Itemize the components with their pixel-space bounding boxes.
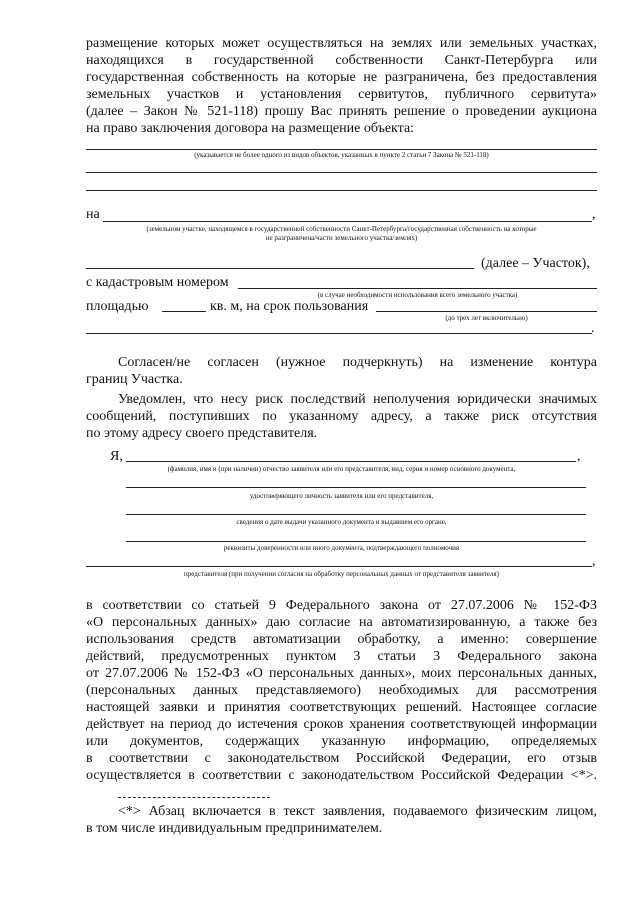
pd-line-9: или документов, содержащих указанную информацию, определяемых: [86, 734, 597, 749]
land-hint-2: не разграничена/части земельного участка/землях): [265, 234, 418, 242]
label-area: площадью: [86, 299, 149, 314]
object-field-line-2[interactable]: [86, 172, 597, 173]
intro-line-5: (далее – Закон № 521-118) прошу Вас принять решение о проведении аукциона: [86, 104, 597, 119]
pd-line-2: «О персональных данных» даю согласие на автоматизированную, а также без: [86, 615, 597, 630]
area-field[interactable]: [162, 311, 206, 312]
consent-line-2: границ Участка.: [86, 372, 183, 387]
applicant-field-5[interactable]: [86, 566, 592, 567]
object-hint: (указывается не более одного из видов объектов, указанных в пункте 2 статьи 7 Закона № 521-118): [194, 151, 489, 159]
cadastral-hint: (в случае необходимости использования всего земельного участка): [317, 291, 518, 299]
applicant-field-4[interactable]: [126, 541, 586, 542]
cadastral-field[interactable]: [238, 288, 597, 289]
applicant-hint-2: удостоверяющего личность заявителя или его представителя,: [249, 492, 434, 500]
pd-line-8: действует на период до истечения сроков хранения соответствующей информации: [86, 717, 597, 732]
land-field[interactable]: [103, 221, 592, 222]
intro-line-4: земельных участков и установления сервитутов, публичного сервитута»: [86, 87, 597, 102]
term-hint: (до трех лет включительно): [445, 314, 528, 322]
label-ya: Я,: [110, 449, 123, 464]
term-field-line-2[interactable]: [86, 333, 592, 334]
label-on: на: [86, 207, 100, 222]
term-field[interactable]: [376, 311, 597, 312]
period: .: [591, 321, 595, 336]
label-uchastok: (далее – Участок),: [481, 256, 590, 271]
pd-line-1: в соответствии со статьей 9 Федерального закона от 27.07.2006 № 152-ФЗ: [86, 598, 597, 613]
applicant-field-3[interactable]: [126, 514, 586, 515]
object-field-line-3[interactable]: [86, 190, 597, 191]
land-field-line-2[interactable]: [86, 268, 474, 269]
notified-line-2: сообщений, поступивших по указанному адресу, а также риск отсутствия: [86, 409, 597, 424]
intro-line-6: на право заключения договора на размещение объекта:: [86, 121, 415, 136]
applicant-field-2[interactable]: [126, 487, 586, 488]
land-hint-1: (земельном участке, находящемся в государственной собственности Санкт-Петербурга/государственная собственность на которые: [146, 225, 537, 233]
applicant-hint-1: (фамилия, имя и (при наличии) отчество заявителя или его представителя, вид, серия и номер основного документа,: [167, 465, 516, 473]
comma: ,: [592, 207, 596, 222]
object-field[interactable]: [86, 149, 597, 150]
pd-line-10: в соответствии с законодательством Российской Федерации, его отзыв: [86, 751, 597, 766]
pd-line-3: использования средств автоматизации обработку, а именно: совершение: [86, 632, 597, 647]
pd-line-6: (персональных данных представляемого) необходимых для рассмотрения: [86, 683, 597, 698]
label-cadastral: с кадастровым номером: [86, 275, 229, 290]
intro-line-3: государственная собственность на которые не разграничена, без предоставления: [86, 70, 597, 85]
pd-line-7: настоящей заявки и принятия соответствующих решений. Настоящее согласие: [86, 700, 597, 715]
footnote-separator: [118, 797, 270, 798]
pd-line-5: от 27.07.2006 № 152-ФЗ «О персональных данных», моих персональных данных,: [86, 666, 597, 681]
comma-3: ,: [592, 554, 596, 569]
footnote-line-1: <*> Абзац включается в текст заявления, подаваемого физическим лицом,: [118, 804, 597, 819]
label-term: кв. м, на срок пользования: [210, 299, 369, 314]
applicant-hint-3: сведения о дате выдачи указанного документа и выдавшем его органе,: [236, 518, 447, 526]
notified-line-1: Уведомлен, что несу риск последствий неполучения юридически значимых: [118, 392, 597, 407]
consent-line-1: Согласен/не согласен (нужное подчеркнуть) на изменение контура: [118, 355, 597, 370]
notified-line-3: по этому адресу своего представителя.: [86, 426, 318, 441]
intro-line-1: размещение которых может осуществляться на землях или земельных участках,: [86, 36, 597, 51]
applicant-field-1[interactable]: [126, 461, 576, 462]
pd-line-4: действий, предусмотренных пунктом 3 статьи 3 Федерального закона: [86, 649, 597, 664]
applicant-hint-4: реквизиты доверенности или иного документа, подтверждающего полномочия: [223, 544, 460, 552]
footnote-line-2: в том числе индивидуальным предпринимателем.: [86, 821, 383, 836]
intro-line-2: находящихся в государственной собственности Санкт-Петербурга или: [86, 53, 597, 68]
comma-2: ,: [577, 449, 581, 464]
applicant-hint-5: представителя (при получении согласия на обработку персональных данных от представителя заявителя): [184, 570, 499, 578]
pd-line-11: осуществляется в соответствии с законодательством Российской Федерации <*>.: [86, 768, 597, 783]
